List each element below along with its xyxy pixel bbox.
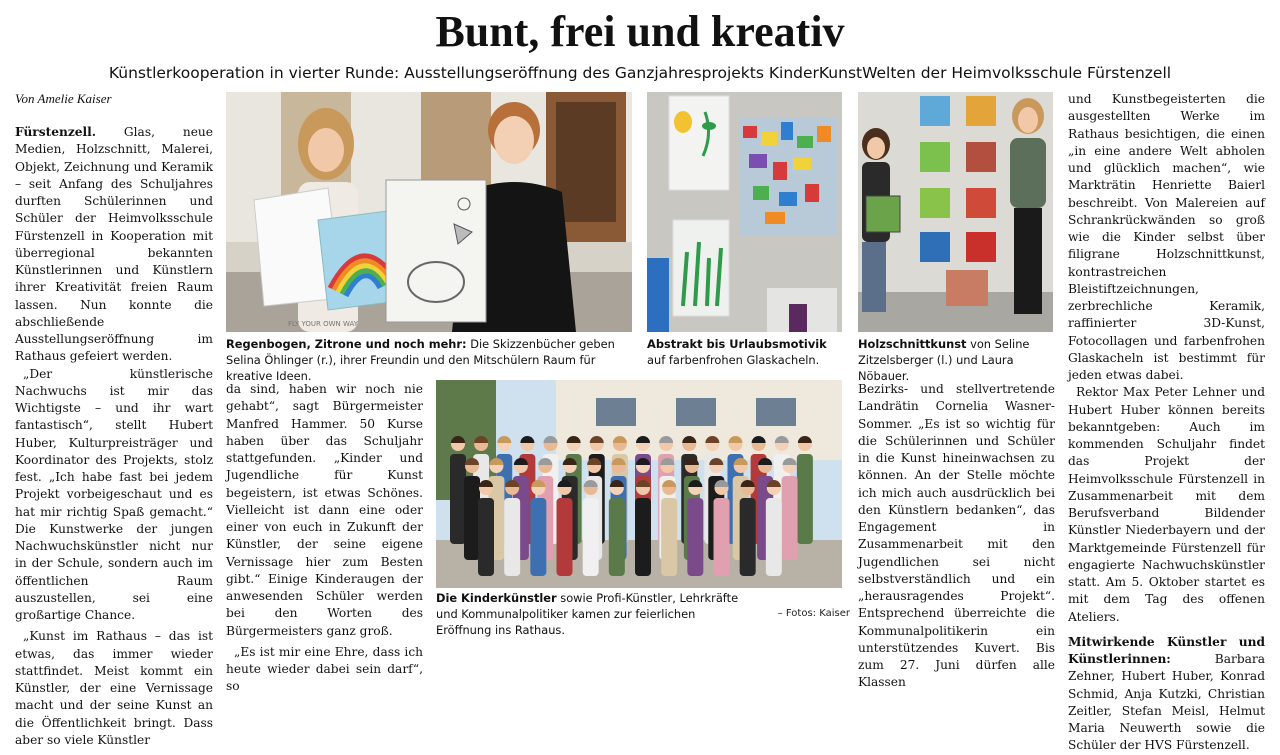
photo-credit: – Fotos: Kaiser bbox=[777, 608, 850, 619]
column-1 bbox=[15, 124, 213, 749]
caption-lead: Die Kinderkünstler bbox=[436, 591, 557, 605]
column-3 bbox=[858, 381, 1055, 692]
photo-group bbox=[436, 380, 842, 588]
column-2 bbox=[226, 381, 423, 696]
photo-woodcut bbox=[858, 92, 1053, 332]
photo-sketchbooks bbox=[226, 92, 632, 332]
dateline: Fürstenzell. bbox=[15, 125, 97, 139]
headline: Bunt, frei und kreativ bbox=[435, 7, 845, 56]
photo-sketchbooks-image bbox=[226, 92, 632, 332]
caption-text: von Seline Zitzelsberger (l.) und Laura Nöbauer. bbox=[858, 337, 1030, 383]
photo-glass-tiles bbox=[647, 92, 842, 332]
caption-text: Die Skizzenbücher geben Selina Öhlinger (r.), ihrer Freundin und den Mitschülern Raum für kreative Ideen. bbox=[226, 337, 615, 383]
paragraph: „Es ist mir eine Ehre, dass ich heute wieder dabei sein darf“, so bbox=[226, 644, 423, 694]
caption-group bbox=[436, 590, 748, 638]
caption-sketchbooks bbox=[226, 336, 634, 384]
paragraph: da sind, haben wir noch nie gehabt“, sagt Bürgermeister Manfred Hammer. 50 Kurse haben über das Schuljahr stattgefunden. „Kinder und Jugendliche für Kunst begeistern, ist etwas Schönes. Vielleicht ist dann eine oder einer von euch in Zukunft der Künstler, der seine eigene Vernissage hier zum Besten gibt.“ Einige Kinderaugen der anwesenden Schüler werden bei den Worten des Bürgermeisters ganz groß. bbox=[226, 382, 423, 638]
caption-glass-tiles bbox=[647, 336, 847, 368]
caption-lead: Regenbogen, Zitrone und noch mehr: bbox=[226, 337, 467, 351]
paragraph: und Kunstbegeisterten die ausgestellten Werke im Rathaus besichtigen, die einen „in eine andere Welt abholen und glücklich machen“, wie Markträtin Henriette Baierl beschreibt. Von Malereien auf Schrankrückwänden so groß wie die Kinder selbst über filigrane Holzschnittkunst, kontrastreichen Bleistiftzeichnungen, zerbrechliche Keramik, raffinierter 3D-Kunst, Fotocollagen und farbenfrohen Glaskacheln ist bestimmt für jeden etwas dabei. bbox=[1068, 92, 1265, 382]
caption-woodcut bbox=[858, 336, 1060, 384]
contributors-label: Mitwirkende Künstler und Künstlerinnen: bbox=[1068, 634, 1265, 666]
column-4 bbox=[1068, 91, 1265, 755]
paragraph: „Kunst im Rathaus – das ist etwas, das immer wieder stattfindet. Meist kommt ein Künstler, der eine Vernissage macht und der seine Kunst an die Öffentlichkeit bringt. Dass aber so viele Künstler bbox=[15, 629, 213, 747]
photo-woodcut-image bbox=[858, 92, 1053, 332]
contributors-list: Barbara Zehner, Hubert Huber, Konrad Schmid, Anja Kutzki, Christian Zeitler, Stefan Meisl, Helmut Maria Neuwerth sowie die Schüler der HVS Fürstenzell. bbox=[1068, 652, 1265, 753]
caption-text: sowie Profi-Künstler, Lehrkräfte und Kommunalpolitiker kamen zur feierlichen Eröffnung ins Rathaus. bbox=[436, 591, 739, 637]
paragraph-text: Glas, neue Medien, Holzschnitt, Malerei, Objekt, Zeichnung und Keramik – seit Anfang des Schuljahres durften Schülerinnen und Schüler der Heimvolksschule Fürstenzell in Kooperation mit überregional bekannten Künstlerinnen und Künstlern ihrer Kreativität freien Raum lassen. Nun konnte die abschließende Ausstellungseröffnung im Rathaus gefeiert werden. bbox=[15, 125, 213, 364]
paragraph: Bezirks- und stellvertretende Landrätin Cornelia Wasner-Sommer. „Es ist so wichtig für die Schülerinnen und Schüler in die Kunst hineinwachsen zu können. An der Stelle möchte ich mich auch ausdrücklich bei den Künstlern bedanken“, das Engagement in Zusammenarbeit mit den Jugendlichen sei nicht selbstverständlich und ein „herausragendes Projekt“. Entsprechend überreichte die Kommunalpolitikerin ein unterstützendes Kuvert. Bis zum 27. Juni dürfen alle Klassen bbox=[858, 382, 1055, 690]
caption-text: auf farbenfrohen Glaskacheln. bbox=[647, 353, 820, 367]
photo-glass-tiles-image bbox=[647, 92, 842, 332]
caption-lead: Holzschnittkunst bbox=[858, 337, 967, 351]
paragraph: Rektor Max Peter Lehner und Hubert Huber können bereits bekanntgeben: Auch im kommenden Schuljahr findet das Projekt der Heimvolksschule Fürstenzell in Zusammenarbeit mit dem Berufsverband Bildender Künstler Niederbayern und der Marktgemeinde Fürstenzell für engagierte Nachwuchskünstler statt. Am 5. Oktober startet es mit dem Tag des offenen Ateliers. bbox=[1068, 385, 1265, 624]
photo-group-image bbox=[436, 380, 842, 588]
paragraph bbox=[15, 124, 213, 366]
shirt-text: FLY YOUR OWN WAY bbox=[288, 320, 359, 328]
paragraph: „Der künstlerische Nachwuchs ist mir das Wichtigste – und ihr wart fantastisch“, stellt Hubert Huber, Kulturpreisträger und Koordinator des Projekts, stolz fest. „Ich habe fast bei jedem Projekt vorbeigeschaut und es hat mir richtig Spaß gemacht.“ Die Kunstwerke der jungen Nachwuchskünstler nicht nur in der Schule, sondern auch im öffentlichen Raum auszustellen, sei eine großartige Chance. bbox=[15, 366, 213, 622]
byline: Von Amelie Kaiser bbox=[15, 91, 112, 106]
paragraph bbox=[1068, 634, 1265, 755]
caption-lead: Abstrakt bis Urlaubsmotivik bbox=[647, 337, 827, 351]
subheadline: Künstlerkooperation in vierter Runde: Ausstellungseröffnung des Ganzjahresprojekts KinderKunstWelten der Heimvolksschule Fürstenzell bbox=[108, 64, 1172, 82]
